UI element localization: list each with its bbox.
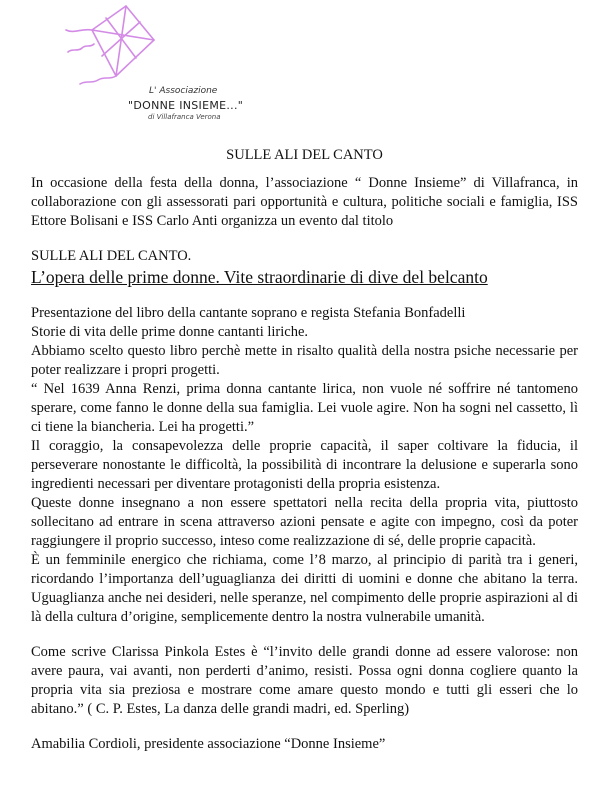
page-title: SULLE ALI DEL CANTO — [226, 147, 383, 163]
body-paragraph-4: “ Nel 1639 Anna Renzi, prima donna cantante lirica, non vuole né soffrire né tantomeno sperare, come fanno le donne della sua famiglia. Lei vuole agire. Non ha sogni nel cassetto, lì ci tiene la biancheria. Lei ha progetti.” — [31, 381, 578, 435]
association-logo — [56, 0, 244, 130]
document-body — [31, 146, 578, 754]
event-title: SULLE ALI DEL CANTO. — [31, 248, 192, 264]
body-paragraph-7: È un femminile energico che richiama, come l’8 marzo, al principio di parità tra i generi, ricordando l’importanza dell’uguaglianza dei diritti di uomini e donne che abitano la terra. Uguaglianza anche nei desideri, nelle speranze, nel compimento delle proprie aspirazioni al di là della cultura d’origine, semplicemente dentro la nostra vulnerabile umanità. — [31, 552, 578, 625]
body-paragraph-5: Il coraggio, la consapevolezza delle proprie capacità, il saper coltivare la fiducia, il perseverare nonostante le difficoltà, la possibilità di incontrare la delusione e superarla sono ingredienti necessari per diventare protagonisti della propria esistenza. — [31, 438, 578, 492]
logo-line-3: di Villafranca Verona — [148, 113, 221, 121]
signature: Amabilia Cordioli, presidente associazione “Donne Insieme” — [31, 736, 386, 752]
body-paragraph-3: Abbiamo scelto questo libro perchè mette in risalto qualità della nostra psiche necessarie per poter realizzare i propri progetti. — [31, 343, 578, 378]
intro-paragraph: In occasione della festa della donna, l’associazione “ Donne Insieme” di Villafranca, in collaborazione con gli assessorati pari opportunità e cultura, politiche sociali e famiglia, ISS Ettore Bolisani e ISS Carlo Anti organizza un evento dal titolo — [31, 175, 578, 229]
logo-line-2: "DONNE INSIEME..." — [128, 99, 244, 112]
logo-line-1: L' Associazione — [149, 86, 218, 96]
body-paragraph-6: Queste donne insegnano a non essere spettatori nella recita della propria vita, piuttosto sollecitano ad entrare in scena attraverso azioni pensate e agite con impegno, così da poter raggiungere il proprio successo, inteso come realizzazione di sé, delle proprie capacità. — [31, 495, 578, 549]
quote-paragraph: Come scrive Clarissa Pinkola Estes è “l’invito delle grandi donne ad essere valorose: non avere paura, vai avanti, non perderti d’animo, resisti. Possa ogni donna cogliere quanto la propria vita sia preziosa e mostrare come amare questo mondo e tutti gli esseri che lo abitano.” ( C. P. Estes, La danza delle grandi madri, ed. Sperling) — [31, 644, 578, 717]
body-paragraph-2: Storie di vita delle prime donne cantanti liriche. — [31, 324, 309, 340]
kite-icon — [56, 0, 176, 90]
body-paragraph-1: Presentazione del libro della cantante soprano e regista Stefania Bonfadelli — [31, 305, 466, 321]
event-subtitle: L’opera delle prime donne. Vite straordinarie di dive del belcanto — [31, 267, 488, 287]
